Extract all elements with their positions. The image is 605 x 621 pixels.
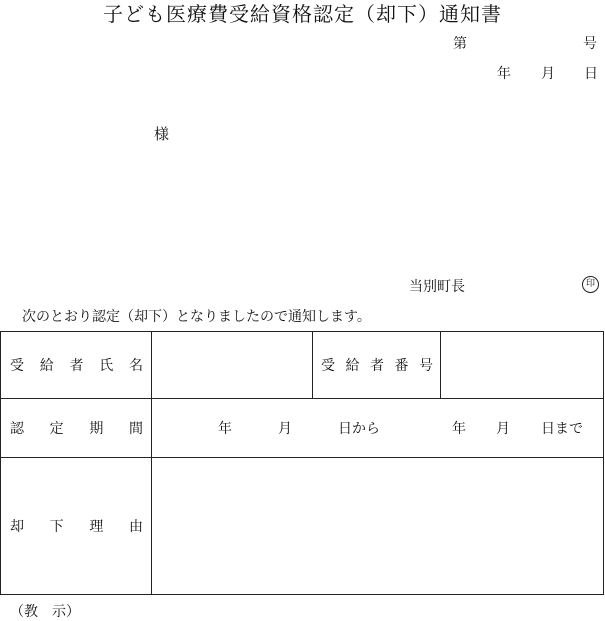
instruction-heading: （教 示）: [10, 604, 80, 620]
issuer-name: 当別町長: [409, 279, 465, 295]
label-char: 名: [129, 358, 143, 374]
recipient-name-field[interactable]: [152, 332, 311, 398]
label-char: 間: [128, 421, 143, 437]
label-char: 受: [321, 358, 335, 374]
label-char: 受: [10, 358, 24, 374]
intro-text: 次のとおり認定（却下）となりましたので通知します。: [22, 309, 371, 325]
issue-date-year: 年: [497, 66, 511, 82]
period-to-month: 月: [496, 421, 510, 437]
recipient-name-label: [10, 332, 143, 398]
issue-date-day: 日: [584, 66, 598, 82]
number-suffix: 号: [583, 36, 597, 52]
seal-mark: 印: [582, 276, 599, 293]
period-to-day: 日まで: [541, 421, 583, 437]
issue-date-month: 月: [541, 66, 555, 82]
reason-field[interactable]: [152, 458, 602, 594]
label-char: 番: [394, 358, 409, 374]
period-label: [10, 399, 143, 457]
label-char: 号: [419, 358, 433, 374]
mid-column-divider: [312, 332, 313, 398]
label-char: 氏: [99, 358, 114, 374]
recipient-number-label: [321, 332, 433, 398]
notice-form-table: [0, 331, 604, 595]
label-char: 却: [10, 519, 24, 535]
label-char: 下: [49, 519, 64, 535]
period-from-year: 年: [218, 421, 232, 437]
period-from-day: 日から: [338, 421, 380, 437]
label-char: 定: [49, 421, 64, 437]
document-title: 子ども医療費受給資格認定（却下）通知書: [103, 2, 502, 26]
period-field[interactable]: [152, 399, 602, 457]
number-prefix: 第: [453, 36, 467, 52]
label-char: 者: [69, 358, 84, 374]
period-from-month: 月: [278, 421, 292, 437]
period-to-year: 年: [452, 421, 466, 437]
label-char: 期: [89, 421, 104, 437]
reason-label: [10, 458, 143, 594]
label-char: 由: [128, 519, 143, 535]
label-char: 給: [345, 358, 360, 374]
addressee-suffix: 様: [154, 125, 170, 143]
label-char: 理: [89, 519, 104, 535]
label-char: 者: [370, 358, 384, 374]
label-char: 認: [10, 421, 24, 437]
label-char: 給: [39, 358, 54, 374]
recipient-number-field[interactable]: [441, 332, 602, 398]
